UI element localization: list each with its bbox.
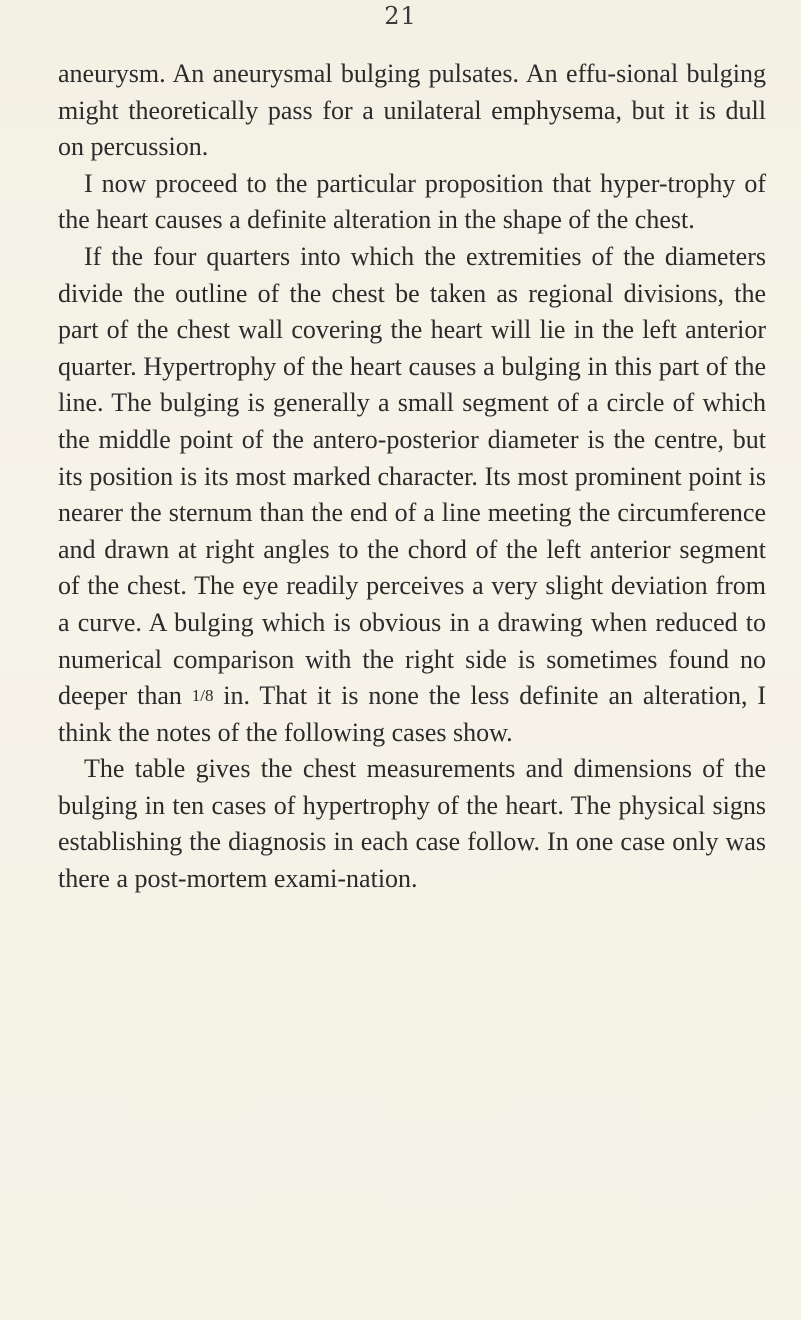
paragraph-3-text: If the four quarters into which the extremities of the diameters divide the outline of the chest be taken as regional divisions, the part of the chest wall covering the heart will lie in the left anterior quarter. Hypertrophy of the heart causes a bulging in this part of the line. The bulging is generally a small segment of a circle of which the middle point of the antero-posterior diameter is the centre, but its position is its most marked character. Its most prominent point is nearer the sternum than the end of a line meeting the circumference and drawn at right angles to the chord of the left anterior segment of the chest. The eye readily perceives a very slight deviation from a curve. A bulging which is obvious in a drawing when reduced to numerical comparison with the right side is sometimes found no deeper than <box>58 241 766 711</box>
page-number: 21 <box>384 2 417 30</box>
paragraph-1: aneurysm. An aneurysmal bulging pulsates. An effu-sional bulging might theoretically pass for a unilateral emphysema, but it is dull on percussion. <box>58 59 766 162</box>
paragraph-4: The table gives the chest measurements and dimensions of the bulging in ten cases of hypertrophy of the heart. The physical signs establishing the diagnosis in each case follow. In one case only was there a post-mortem exami-nation. <box>58 754 766 894</box>
paragraph-3 <box>58 239 766 751</box>
fraction-one-eighth: 1/8 <box>191 686 214 706</box>
body-text <box>58 56 766 898</box>
paragraph-2: I now proceed to the particular proposition that hyper-trophy of the heart causes a definite alteration in the shape of the chest. <box>58 168 766 235</box>
paragraph-3-text-continued: in. That it is none the less definite an alteration, I think the notes of the following cases show. <box>58 681 766 747</box>
